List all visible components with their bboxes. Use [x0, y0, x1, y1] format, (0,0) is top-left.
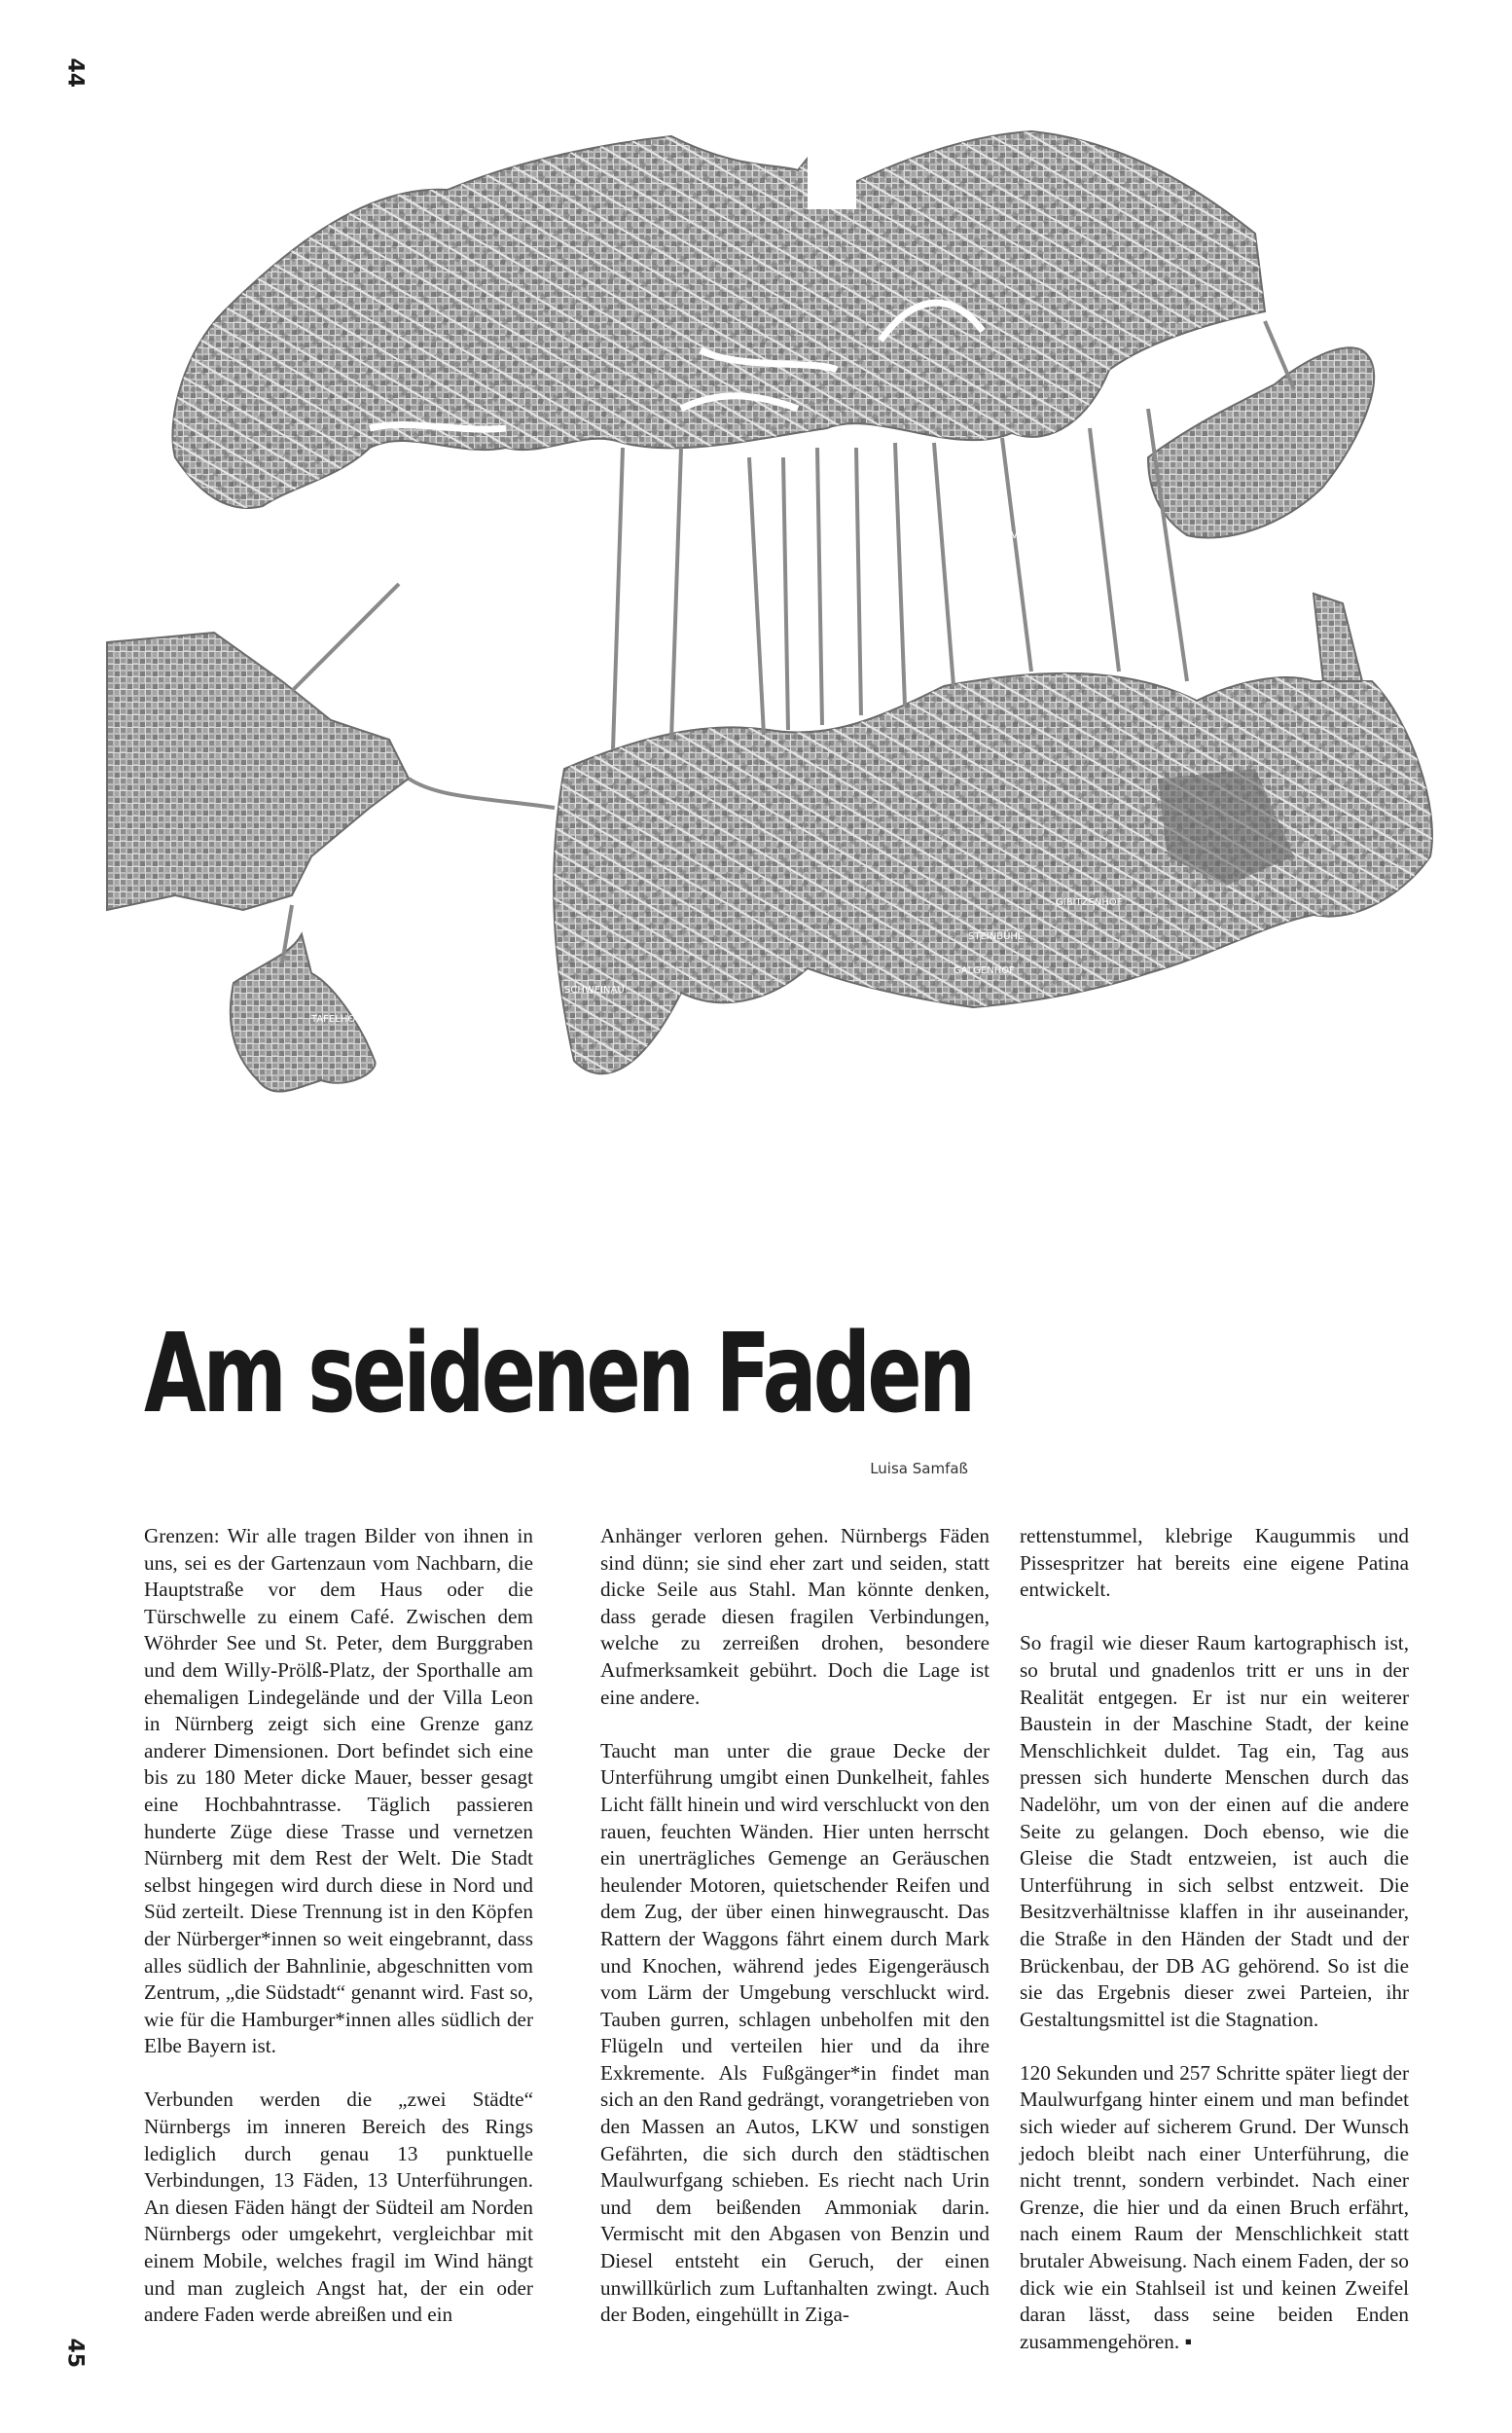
article-author: Luisa Samfaß [870, 1460, 968, 1477]
map-northern-half [172, 131, 1265, 508]
text-column-1 [144, 1523, 533, 2355]
map-label: GALGENHOF [954, 965, 1015, 976]
map-label: TAFELHOF [311, 1014, 361, 1025]
paragraph: Verbunden werden die „zwei Städte“ Nürnbergs im inneren Bereich des Rings lediglich durch genau 13 punktuelle Verbindungen, 13 Fäden, 13 Unterführungen. An diesen Fäden hängt der Südteil am Norden Nürnbergs oder umgekehrt, vergleichbar mit einem Mobile, welches fragil im Wind hängt und man zugleich Angst hat, der ein oder andere Faden werde abreißen und ein [144, 2088, 533, 2327]
map-southwest-lobe [231, 934, 376, 1092]
text-column-2 [600, 1523, 990, 2355]
paragraph: Taucht man unter die graue Decke der Unterführung umgibt einen Dunkelheit, fahles Licht fällt hinein und wird verschluckt von den rauen, feuchten Wänden. Hier unten herrscht ein unerträgliches Gemenge an Geräuschen heulender Motoren, quietschender Reifen und dem Zug, der über einen hinwegrauscht. Das Rattern der Waggons fährt einem durch Mark und Knochen, während jedes Eigengeräusch vom Lärm der Umgebung verschluckt wird. Tauben gurren, schlagen unbeholfen mit den Flügeln und verteilen hier und da ihre Exkremente. Als Fußgänger*in findet man sich an den Rand gedrängt, vorangetrieben von den Massen an Autos, LKW und sonstigen Gefährten, die sich durch den städtischen Maulwurfgang schieben. Es riecht nach Urin und dem beißenden Ammoniak darin. Vermischt mit den Abgasen von Benzin und Diesel entsteht ein Geruch, der einen unwillkürlich zum Luftanhalten zwingt. Auch der Boden, eingehüllt in Ziga- [600, 1738, 990, 2327]
page-number-top: 44 [62, 57, 88, 89]
page-number-bottom: 45 [62, 2338, 88, 2369]
paragraph: rettenstummel, klebrige Kaugummis und Pissespritzer hat bereits eine eigene Patina entwickelt. [1020, 1524, 1409, 1602]
paragraph: Grenzen: Wir alle tragen Bilder von ihnen in uns, sei es der Gartenzaun vom Nachbarn, die Hauptstraße vor dem Haus oder die Türschwelle zu einem Café. Zwischen dem Wöhrder See und St. Peter, dem Burggraben und dem Willy-Prölß-Platz, der Sporthalle am ehemaligen Lindegelände und der Villa Leon in Nürnberg zeigt sich eine Grenze ganz anderer Dimensionen. Dort befindet sich eine bis zu 180 Meter dicke Mauer, besser gesagt eine Hochbahntrasse. Täglich passieren hunderte Züge diese Trasse und vernetzen Nürnberg mit dem Rest der Welt. Die Stadt selbst hingegen wird durch diese in Nord und Süd zerteilt. Diese Trennung ist in den Köpfen der Nürberger*innen so weit eingebrannt, dass alles südlich der Bahnlinie, abgeschnitten vom Zentrum, „die Südstadt“ genannt wird. Fast so, wie für die Hamburger*innen alles südlich der Elbe Bayern ist. [144, 1524, 533, 2058]
map-label: MARIENVORSTADT [973, 530, 1063, 541]
map-label: ZEPPELINFELD [1236, 635, 1307, 645]
paragraph: Anhänger verloren gehen. Nürnbergs Fäden sind dünn; sie sind eher zart und seiden, statt dicke Seile aus Stahl. Man könnte denken, dass gerade diesen fragilen Verbindungen, welche zu zerreißen drohen, besondere Aufmerksamkeit gebührt. Doch die Lage ist eine andere. [600, 1524, 990, 1709]
map-label: GIBITZENHOF [1056, 897, 1123, 908]
text-column-3 [1020, 1523, 1409, 2382]
map-label: STEINBÜHL [968, 931, 1024, 942]
city-map [0, 0, 1512, 1148]
article-title: Am seidenen Faden [144, 1311, 973, 1437]
map-southern-half [554, 673, 1432, 1073]
map-label: SCHWEINAU [564, 985, 625, 996]
paragraph: 120 Sekunden und 257 Schritte später liegt der Maulwurfgang hinter einem und man befindet sich wieder auf sicherem Grund. Der Wunsch jedoch bleibt nach einer Unterführung, die nicht trennt, sondern verbindet. Nach einer Grenze, die hier und da einen Bruch erfährt, nach einem Raum der Menschlichkeit statt brutaler Abweisung. Nach einem Faden, der so dick wie ein Stahlseil ist und keinen Zweifel daran lässt, dass seine beiden Enden zusammengehören. ▪ [1020, 2060, 1409, 2353]
paragraph: So fragil wie dieser Raum kartographisch ist, so brutal und gnadenlos tritt er uns in der Realität entgegen. Er ist nur ein weiterer Baustein in der Maschine Stadt, der keine Menschlichkeit duldet. Tag ein, Tag aus pressen sich hunderte Menschen durch das Nadelöhr, um von der einen auf die andere Seite zu gelangen. Doch ebenso, wie die Gleise die Stadt entzweien, ist auch die Unterführung in sich selbst entzweit. Die Besitzverhältnisse klaffen in ihr auseinander, die Straße in den Händen der Stadt und der Brückenbau, der DB AG gehörend. So ist die sie das Ergebnis dieser zwei Parteien, ihr Gestaltungsmittel ist die Stagnation. [1020, 1631, 1409, 2031]
map-northeast-lobe [1148, 347, 1374, 681]
map-western-lobe [107, 633, 409, 910]
